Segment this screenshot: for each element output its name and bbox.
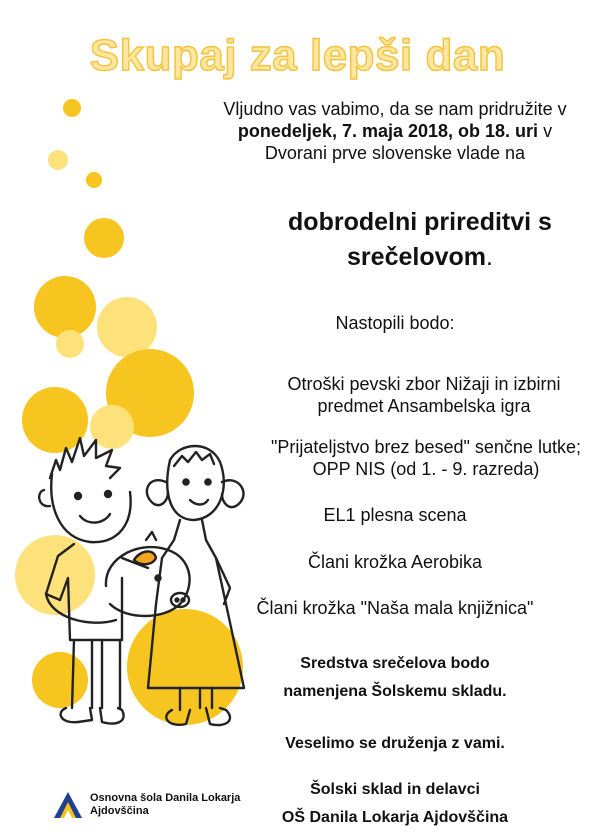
closing-line: Veselimo se druženja z vami. [285, 735, 505, 752]
invitation-date-line [200, 120, 590, 142]
dot [97, 297, 157, 357]
event-title-line [250, 240, 590, 275]
dot [84, 218, 124, 258]
invitation [200, 98, 590, 164]
event-title-word: srečelovom [347, 243, 486, 271]
invitation-venue: Dvorani prve slovenske vlade na [264, 143, 526, 163]
invitation-line: Vljudno vas vabimo, da se nam pridružite v [223, 99, 567, 119]
performer-item: Otroški pevski zbor Nižaji in izbirni predmet Ansambelska igra [287, 374, 561, 416]
performers-heading: Nastopili bodo: [335, 313, 455, 333]
school-name-line: Ajdovščina [90, 805, 149, 817]
event-title [250, 205, 590, 275]
performer-item: Člani krožka "Naša mala knjižnica" [256, 598, 534, 618]
signature-line: OŠ Danila Lokarja Ajdovščina [281, 809, 509, 826]
dot [86, 172, 102, 188]
dot [34, 276, 96, 338]
school-name-line: Osnovna šola Danila Lokarja [90, 792, 241, 804]
fund-note-line: namenjena Šolskemu skladu. [283, 683, 507, 700]
fund-note-line: Sredstva srečelova bodo [300, 655, 490, 672]
signature [200, 776, 590, 832]
performer-item: "Prijateljstvo brez besed" senčne lutke; OPP NIS (od 1. - 9. razreda) [271, 437, 581, 479]
school-name [90, 792, 240, 818]
school-logo-icon [52, 788, 84, 822]
signature-line: Šolski sklad in delavci [310, 781, 480, 798]
event-title-period: . [486, 243, 493, 271]
invitation-line: v [538, 121, 553, 141]
performer-item: EL1 plesna scena [323, 505, 467, 525]
fund-note [200, 650, 590, 706]
dot [63, 99, 81, 117]
dot [48, 150, 68, 170]
event-title-line: dobrodelni prireditvi s [288, 208, 552, 236]
event-date: ponedeljek, 7. maja 2018, ob 18. uri [237, 121, 539, 141]
performer-item: Člani krožka Aerobika [307, 552, 483, 572]
dot [56, 330, 84, 358]
page-title: Skupaj za lepši dan [89, 31, 506, 81]
